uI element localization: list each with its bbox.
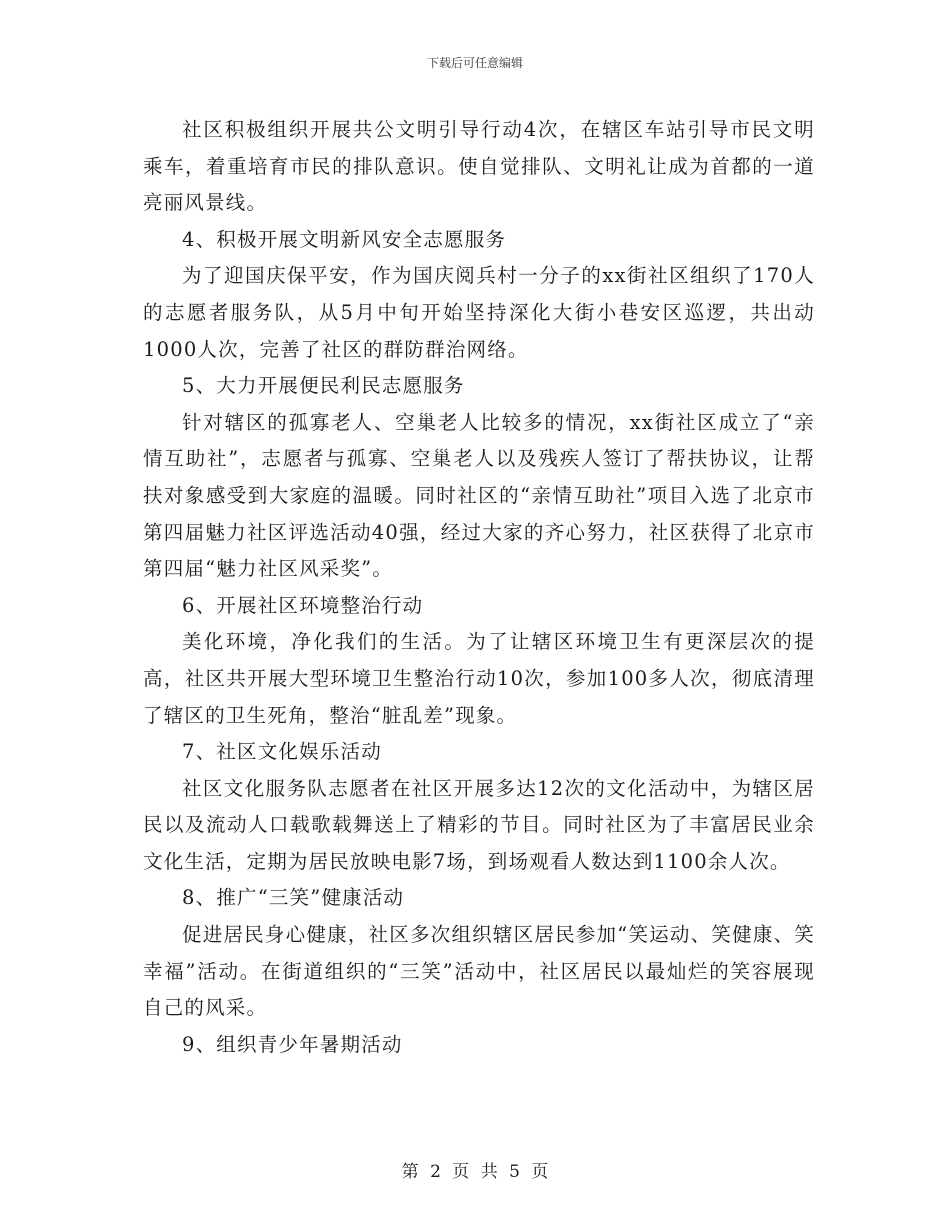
paragraph-mutual-aid: 针对辖区的孤寡老人、空巢老人比较多的情况，xx街社区成立了“亲情互助社”，志愿者与孤寡、空巢老人以及残疾人签订了帮扶协议，让帮扶对象感受到大家庭的温暖。同时社区的“亲情互助社”项目入选了北京市第四届魅力社区评选活动40强，经过大家的齐心努力，社区获得了北京市第四届“魅力社区风采奖”。 xyxy=(143,410,815,581)
section-heading-9: 9、组织青少年暑期活动 xyxy=(182,1032,403,1056)
section-heading-7: 7、社区文化娱乐活动 xyxy=(182,740,382,764)
paragraph-environment: 美化环境，净化我们的生活。为了让辖区环境卫生有更深层次的提高，社区共开展大型环境卫生整治行动10次，参加100多人次，彻底清理了辖区的卫生死角，整治“脏乱差”现象。 xyxy=(143,630,815,727)
section-heading-6: 6、开展社区环境整治行动 xyxy=(182,593,424,617)
section-heading-8: 8、推广“三笑”健康活动 xyxy=(182,886,405,910)
page-number: 第 2 页 共 5 页 xyxy=(401,1162,549,1182)
section-heading-4: 4、积极开展文明新风安全志愿服务 xyxy=(182,227,507,251)
paragraph-culture: 社区文化服务队志愿者在社区开展多达12次的文化活动中，为辖区居民以及流动人口载歌载舞送上了精彩的节目。同时社区为了丰富居民业余文化生活，定期为居民放映电影7场，到场观看人数达到1100余人次。 xyxy=(143,776,815,873)
section-heading-5: 5、大力开展便民利民志愿服务 xyxy=(182,374,465,398)
paragraph-national-day-patrol: 为了迎国庆保平安，作为国庆阅兵村一分子的xx街社区组织了170人的志愿者服务队，从5月中旬开始坚持深化大街小巷安区巡逻，共出动1000人次，完善了社区的群防群治网络。 xyxy=(143,264,815,361)
paragraph-civilized-guidance: 社区积极组织开展共公文明引导行动4次，在辖区车站引导市民文明乘车，着重培育市民的排队意识。使自觉排队、文明礼让成为首都的一道亮丽风景线。 xyxy=(143,118,815,215)
paragraph-three-smiles: 促进居民身心健康，社区多次组织辖区居民参加“笑运动、笑健康、笑幸福”活动。在街道组织的“三笑”活动中，社区居民以最灿烂的笑容展现自己的风采。 xyxy=(143,923,815,1020)
page-header: 下载后可任意编辑 xyxy=(426,56,523,70)
document-body xyxy=(143,112,815,1063)
